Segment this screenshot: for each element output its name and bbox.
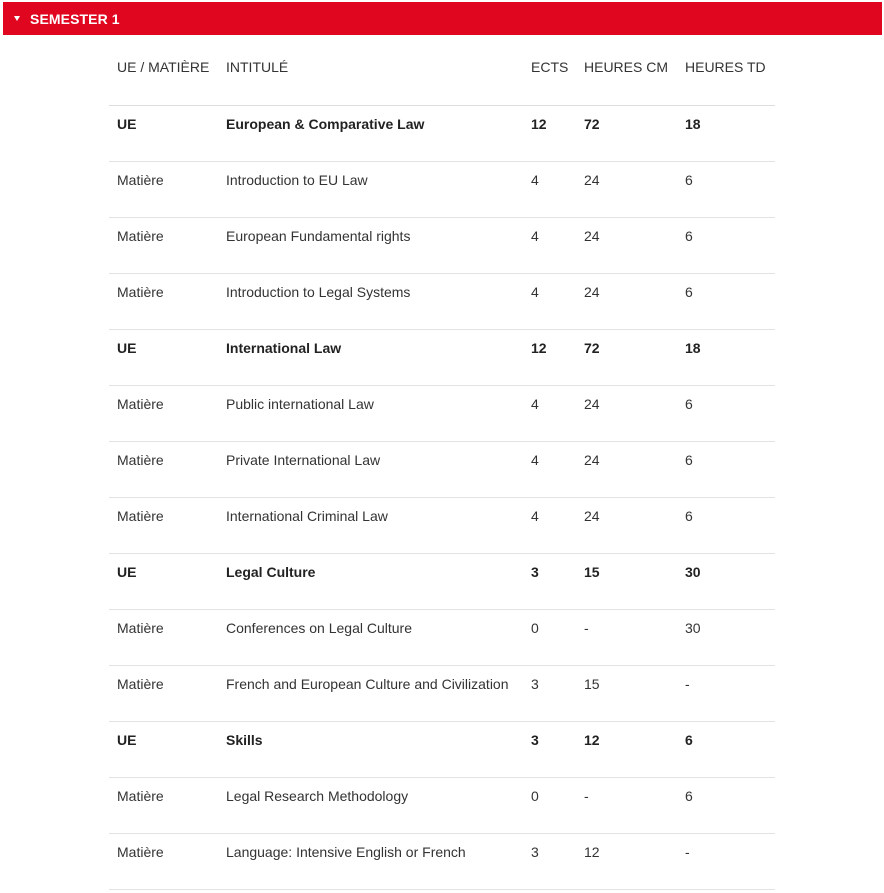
cell-title: International Law	[218, 329, 523, 385]
cell-type: Matière	[109, 441, 218, 497]
table-row	[109, 665, 775, 721]
header-hours-td: HEURES TD	[677, 40, 775, 105]
cell-hours-td: 6	[677, 161, 775, 217]
header-title: INTITULÉ	[218, 40, 523, 105]
cell-title: Language: Intensive English or French	[218, 833, 523, 889]
cell-title: Introduction to EU Law	[218, 161, 523, 217]
cell-ects: 0	[523, 777, 576, 833]
cell-hours-cm: 15	[576, 553, 677, 609]
cell-ects: 3	[523, 833, 576, 889]
cell-title: French and European Culture and Civilization	[218, 665, 523, 721]
cell-ects: 4	[523, 161, 576, 217]
cell-hours-td: 6	[677, 497, 775, 553]
table-row	[109, 217, 775, 273]
cell-title: Legal Culture	[218, 553, 523, 609]
cell-hours-cm: 15	[576, 665, 677, 721]
cell-type: Matière	[109, 217, 218, 273]
cell-hours-td: 6	[677, 217, 775, 273]
course-table-container	[109, 40, 775, 890]
cell-hours-td: 6	[677, 721, 775, 777]
cell-type: Matière	[109, 385, 218, 441]
cell-hours-td: -	[677, 833, 775, 889]
cell-ects: 4	[523, 217, 576, 273]
cell-ects: 4	[523, 441, 576, 497]
table-row	[109, 833, 775, 889]
header-ects: ECTS	[523, 40, 576, 105]
cell-hours-td: -	[677, 665, 775, 721]
cell-type: UE	[109, 105, 218, 161]
table-row-ue	[109, 553, 775, 609]
cell-ects: 4	[523, 273, 576, 329]
cell-hours-td: 18	[677, 105, 775, 161]
cell-hours-td: 30	[677, 609, 775, 665]
cell-hours-cm: 12	[576, 721, 677, 777]
cell-type: Matière	[109, 273, 218, 329]
cell-hours-cm: 24	[576, 441, 677, 497]
cell-hours-td: 30	[677, 553, 775, 609]
table-row-ue	[109, 721, 775, 777]
cell-hours-cm: 24	[576, 273, 677, 329]
cell-hours-td: 18	[677, 329, 775, 385]
cell-hours-td: 6	[677, 441, 775, 497]
table-row	[109, 497, 775, 553]
cell-hours-cm: 24	[576, 497, 677, 553]
cell-ects: 4	[523, 497, 576, 553]
cell-type: Matière	[109, 609, 218, 665]
cell-hours-td: 6	[677, 385, 775, 441]
cell-title: European Fundamental rights	[218, 217, 523, 273]
cell-ects: 3	[523, 721, 576, 777]
cell-ects: 3	[523, 553, 576, 609]
cell-hours-cm: 24	[576, 385, 677, 441]
table-row	[109, 609, 775, 665]
cell-title: Legal Research Methodology	[218, 777, 523, 833]
cell-type: Matière	[109, 833, 218, 889]
semester-title: SEMESTER 1	[30, 10, 120, 27]
cell-type: Matière	[109, 777, 218, 833]
table-row	[109, 273, 775, 329]
caret-down-icon	[14, 16, 20, 21]
cell-type: UE	[109, 721, 218, 777]
semester-toggle[interactable]	[3, 2, 882, 35]
table-row-ue	[109, 329, 775, 385]
table-row	[109, 777, 775, 833]
cell-title: Conferences on Legal Culture	[218, 609, 523, 665]
table-row	[109, 161, 775, 217]
table-row	[109, 385, 775, 441]
cell-title: Introduction to Legal Systems	[218, 273, 523, 329]
cell-ects: 0	[523, 609, 576, 665]
cell-ects: 4	[523, 385, 576, 441]
table-body	[109, 105, 775, 889]
cell-ects: 12	[523, 105, 576, 161]
cell-hours-td: 6	[677, 273, 775, 329]
table-row	[109, 441, 775, 497]
cell-type: Matière	[109, 665, 218, 721]
cell-title: Private International Law	[218, 441, 523, 497]
header-type: UE / MATIÈRE	[109, 40, 218, 105]
cell-ects: 3	[523, 665, 576, 721]
cell-hours-cm: 72	[576, 105, 677, 161]
cell-type: Matière	[109, 497, 218, 553]
table-row-ue	[109, 105, 775, 161]
course-table	[109, 40, 775, 890]
cell-hours-cm: -	[576, 777, 677, 833]
cell-hours-cm: 24	[576, 161, 677, 217]
cell-hours-cm: 24	[576, 217, 677, 273]
cell-hours-td: 6	[677, 777, 775, 833]
cell-title: Skills	[218, 721, 523, 777]
cell-title: International Criminal Law	[218, 497, 523, 553]
cell-title: European & Comparative Law	[218, 105, 523, 161]
cell-hours-cm: 72	[576, 329, 677, 385]
cell-type: Matière	[109, 161, 218, 217]
table-header-row	[109, 40, 775, 105]
cell-ects: 12	[523, 329, 576, 385]
header-hours-cm: HEURES CM	[576, 40, 677, 105]
cell-type: UE	[109, 553, 218, 609]
cell-hours-cm: -	[576, 609, 677, 665]
cell-type: UE	[109, 329, 218, 385]
cell-title: Public international Law	[218, 385, 523, 441]
cell-hours-cm: 12	[576, 833, 677, 889]
